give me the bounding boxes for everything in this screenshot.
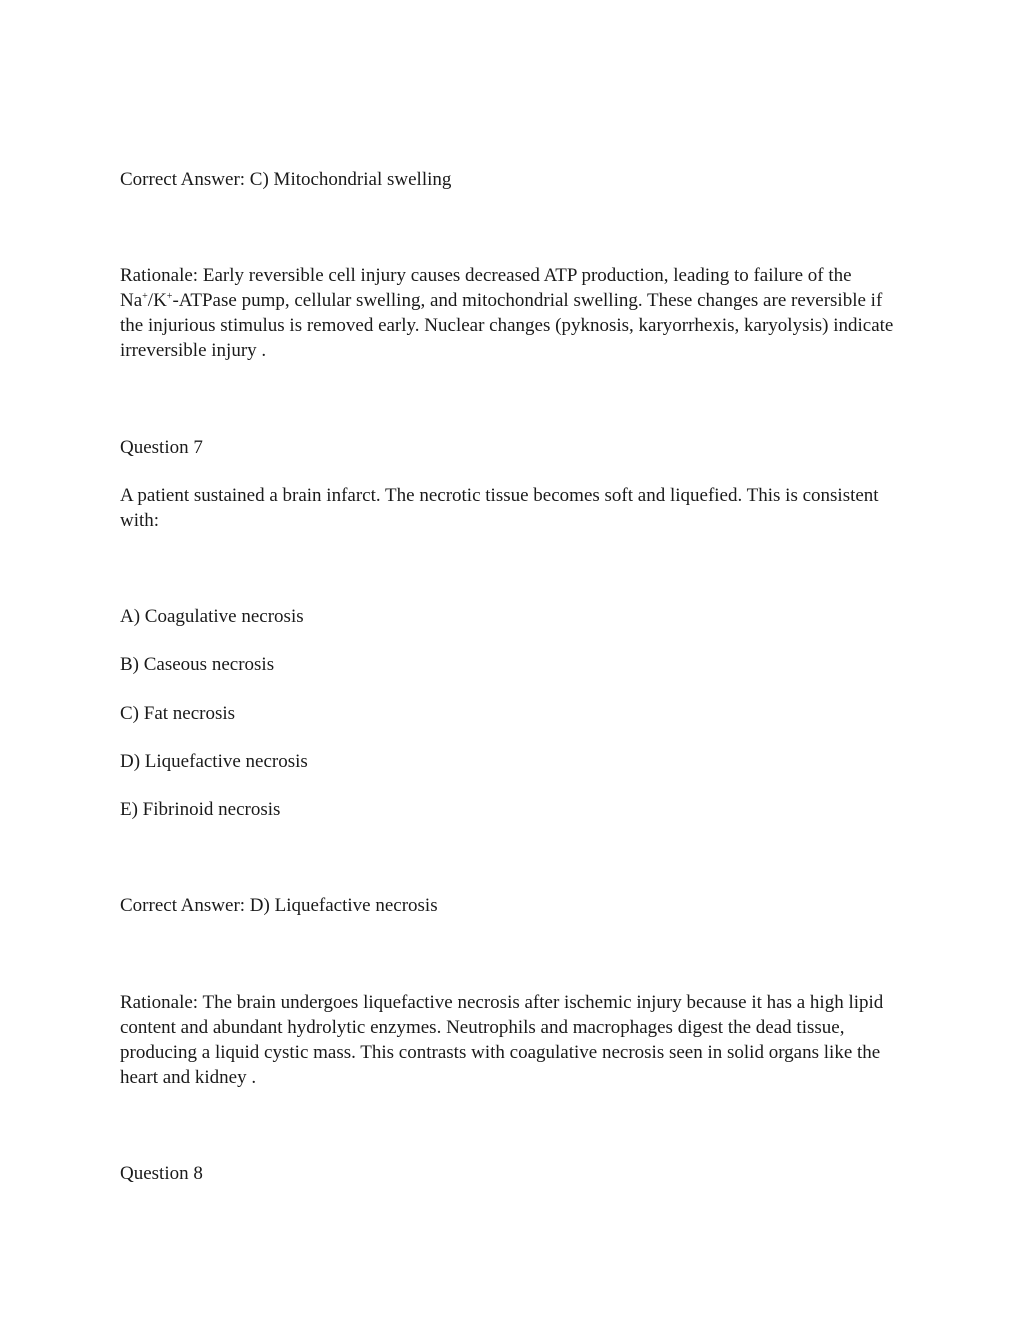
superscript-plus-k: + bbox=[166, 291, 173, 302]
q6-rationale-text-1: Rationale: Early reversible cell injury causes decreased ATP production, leading to failure of the Na bbox=[120, 265, 852, 311]
q7-option-b: B) Caseous necrosis bbox=[120, 654, 275, 675]
q6-rationale bbox=[120, 263, 910, 363]
q7-heading: Question 7 bbox=[120, 437, 203, 458]
q6-rationale-text-2: /K bbox=[147, 290, 167, 311]
q8-heading: Question 8 bbox=[120, 1163, 203, 1184]
q6-correct-answer: Correct Answer: C) Mitochondrial swelling bbox=[120, 169, 452, 190]
q7-correct-answer: Correct Answer: D) Liquefactive necrosis bbox=[120, 895, 438, 916]
q7-rationale: Rationale: The brain undergoes liquefactive necrosis after ischemic injury because it has a high lipid content and abundant hydrolytic enzymes. Neutrophils and macrophages digest the dead tissue, producing a liquid cystic mass. This contrasts with coagulative necrosis seen in solid organs like the heart and kidney . bbox=[120, 992, 884, 1088]
superscript-plus-na: + bbox=[142, 291, 148, 302]
q7-stem: A patient sustained a brain infarct. The necrotic tissue becomes soft and liquefied. This is consistent with: bbox=[120, 485, 879, 531]
q7-option-a: A) Coagulative necrosis bbox=[120, 606, 304, 627]
q6-rationale-text-3: -ATPase pump, cellular swelling, and mitochondrial swelling. These changes are reversible if the injurious stimulus is removed early. Nuclear changes (pyknosis, karyorrhexis, karyolysis) indicate irreversible injury . bbox=[120, 290, 894, 361]
q7-option-d: D) Liquefactive necrosis bbox=[120, 751, 308, 772]
q7-option-e: E) Fibrinoid necrosis bbox=[120, 799, 281, 820]
q7-option-c: C) Fat necrosis bbox=[120, 703, 236, 724]
